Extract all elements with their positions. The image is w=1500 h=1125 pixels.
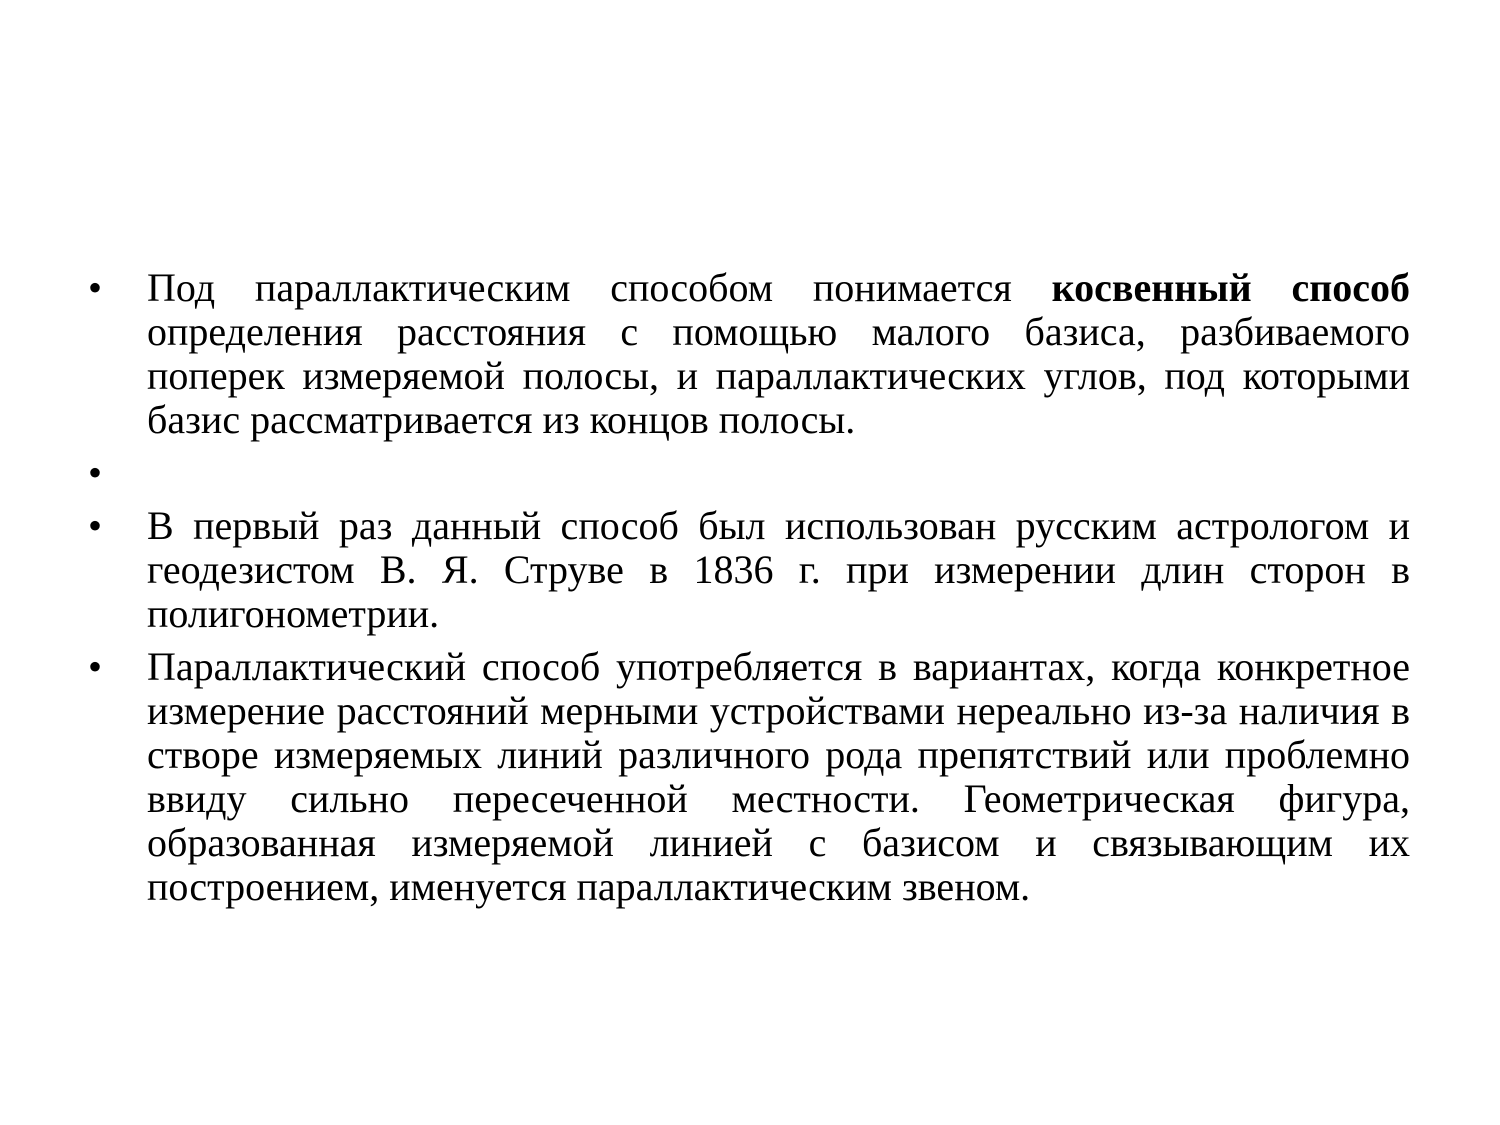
bullet-item-usage bbox=[88, 645, 1410, 909]
bullet-list bbox=[88, 266, 1410, 909]
bullet-marker: • bbox=[88, 265, 103, 310]
bullet-item-parallactic-definition bbox=[88, 266, 1410, 442]
bullet-text-history: В первый раз данный способ был использован русским астрологом и геодезистом В. Я. Струве в 1836 г. при измерении длин сторон в полигонометрии. bbox=[147, 503, 1410, 636]
bullet-marker: • bbox=[88, 644, 103, 689]
bullet-item-history bbox=[88, 504, 1410, 636]
bullet-text-bold-term: косвенный способ bbox=[1051, 265, 1410, 310]
bullet-text-rest: определения расстояния с помощью малого базиса, разбиваемого поперек измеряемой полосы, и параллактических углов, под которыми базис рассматривается из концов полосы. bbox=[147, 309, 1410, 442]
bullet-text-intro: Под параллактическим способом понимается bbox=[147, 265, 1052, 310]
bullet-text-usage: Параллактический способ употребляется в вариантах, когда конкретное измерение расстояний мерными устройствами нереально из-за наличия в створе измеряемых линий различного рода препятствий или проблемно ввиду сильно пересеченной местности. Геометрическая фигура, образованная измеряемой линией с базисом и связывающим их построением, именуется параллактическим звеном. bbox=[147, 644, 1410, 909]
bullet-item-empty bbox=[88, 451, 1410, 495]
slide-content bbox=[88, 266, 1410, 918]
bullet-marker: • bbox=[88, 450, 103, 495]
bullet-marker: • bbox=[88, 503, 103, 548]
